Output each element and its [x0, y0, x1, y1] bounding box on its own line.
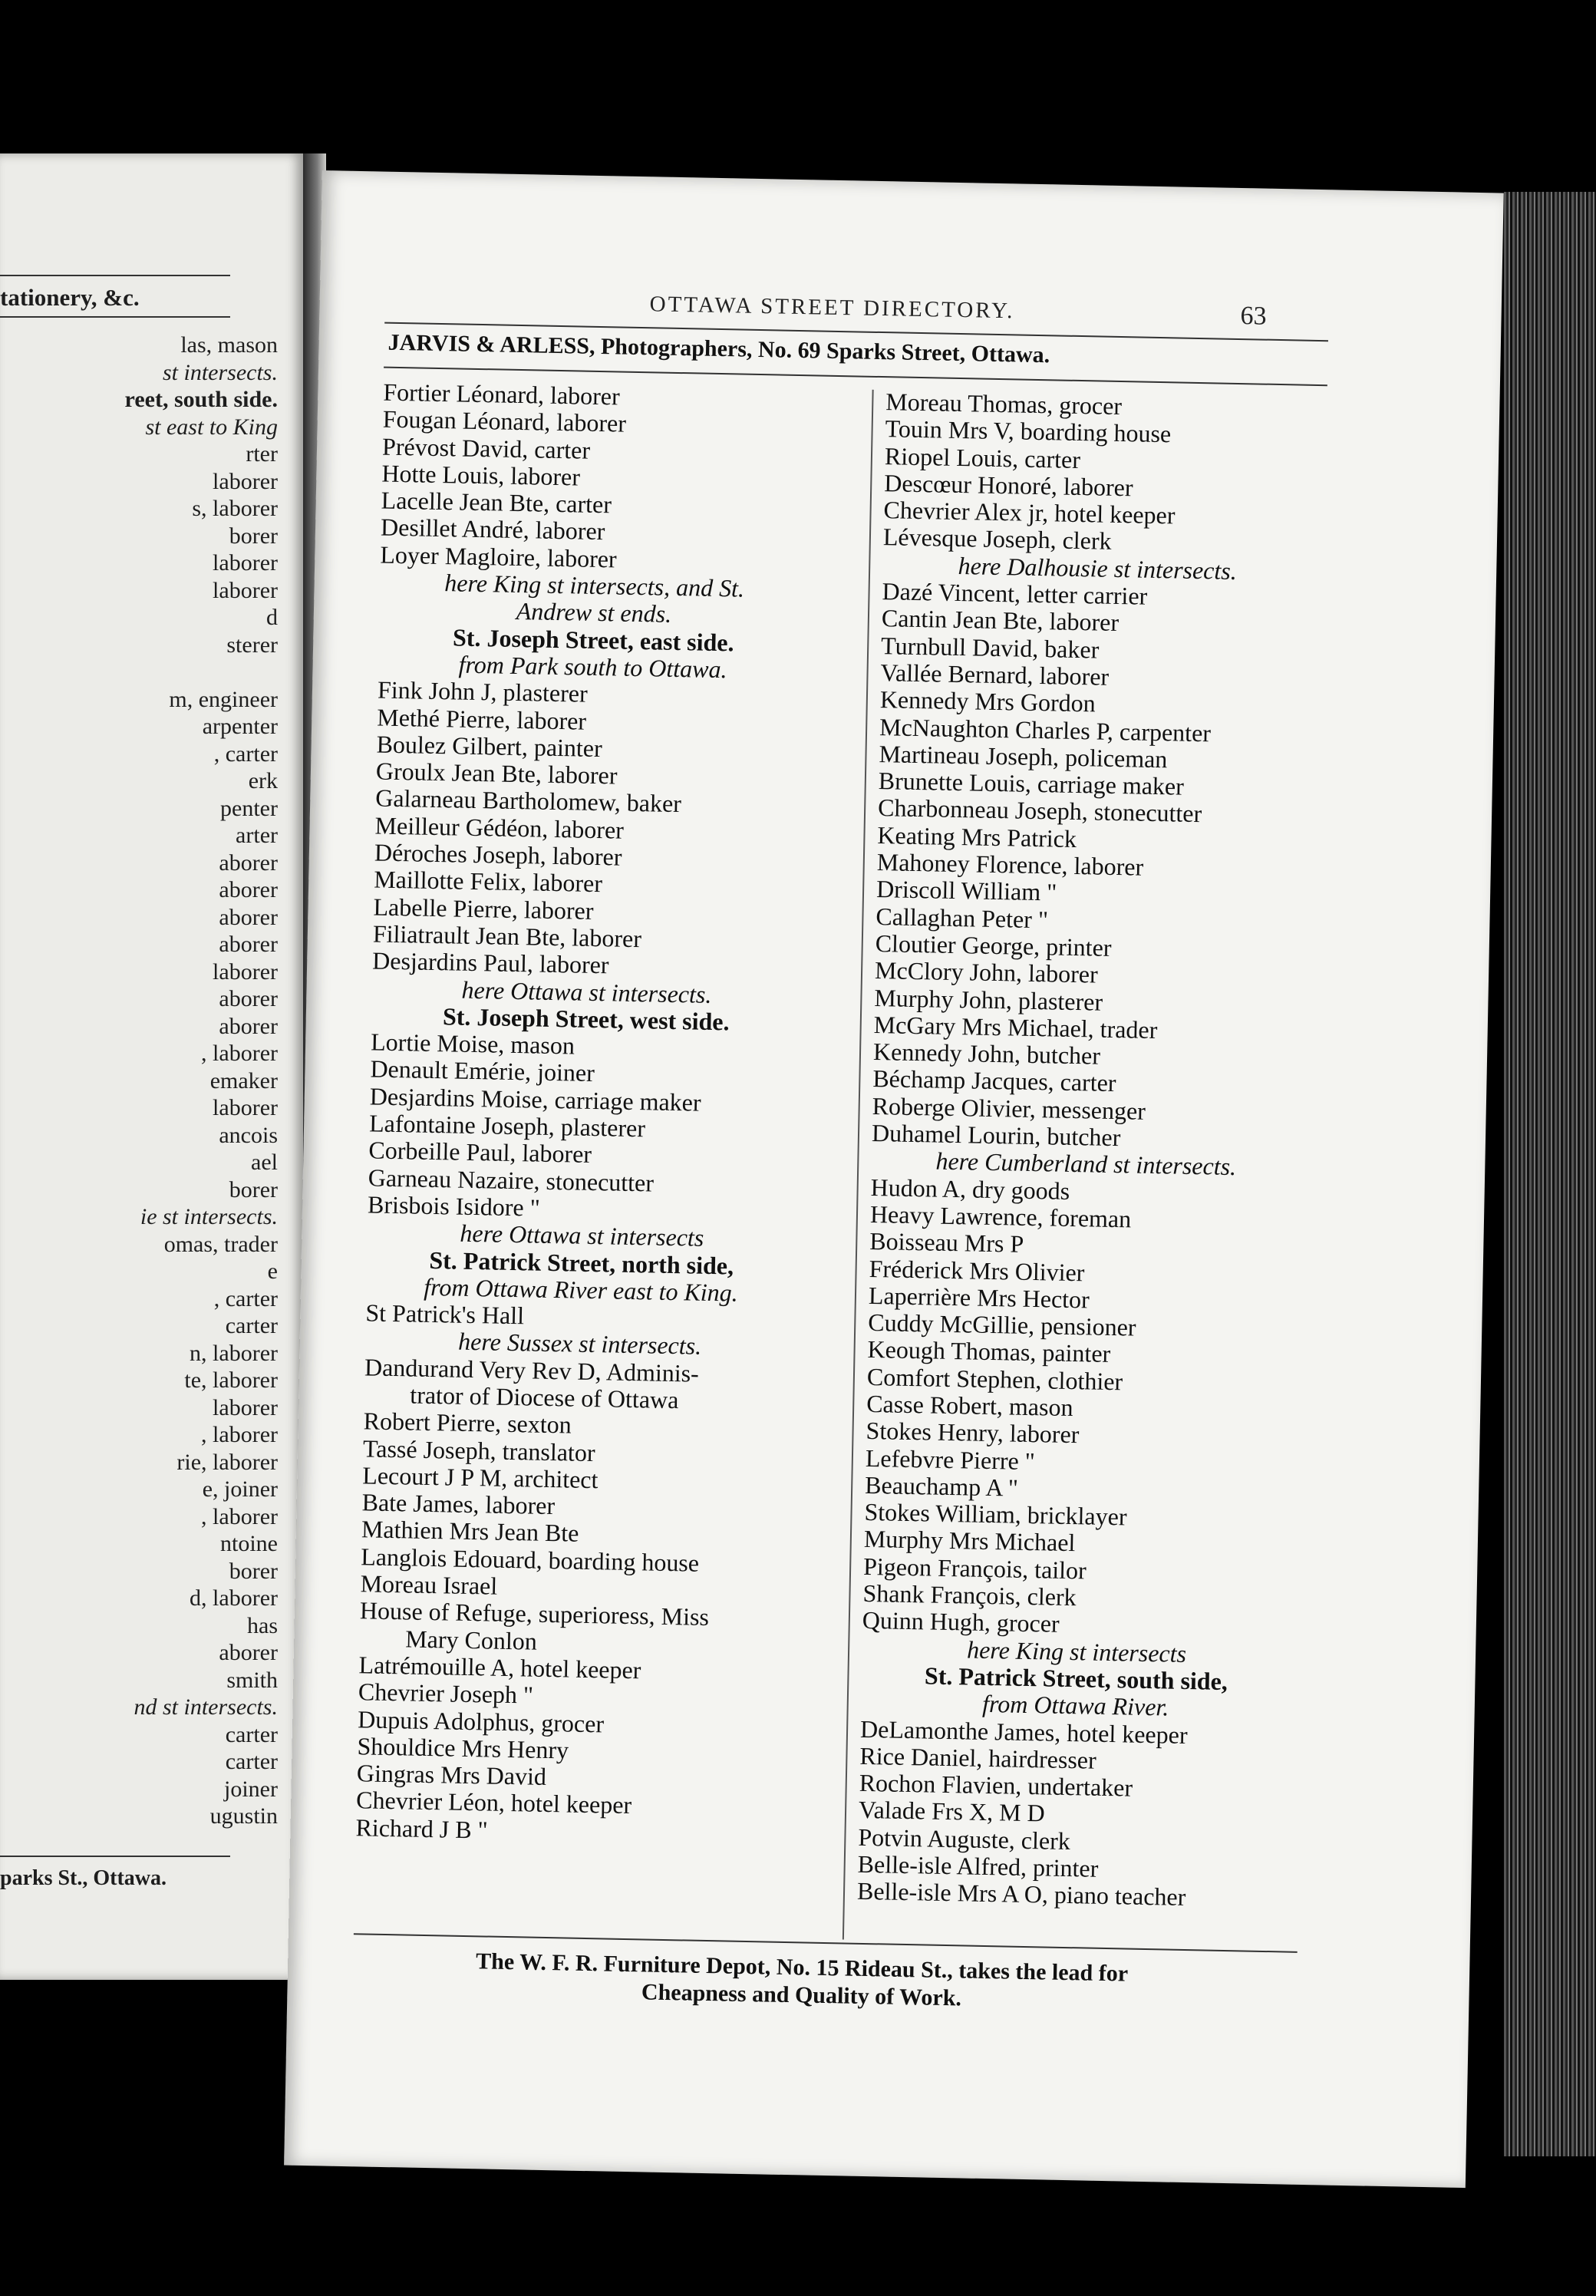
page-edges	[1504, 192, 1596, 2156]
intersection-note: here Ottawa st intersects	[460, 1219, 704, 1252]
directory-entry: Laperrière Mrs Hector	[868, 1281, 1090, 1314]
directory-entry: McNaughton Charles P, carpenter	[879, 712, 1212, 747]
facing-page-line: , laborer	[201, 1422, 278, 1447]
directory-column-right	[857, 388, 1316, 1913]
facing-page-line: arpenter	[202, 714, 278, 739]
intersection-note: here Cumberland st intersects.	[935, 1146, 1237, 1181]
facing-page-line: , laborer	[201, 1503, 278, 1529]
intersection-note: Andrew st ends.	[516, 597, 672, 628]
street-heading: St. Joseph Street, west side.	[442, 1002, 730, 1036]
directory-entry: Fougan Léonard, laborer	[382, 404, 627, 437]
directory-entry: Moreau Thomas, grocer	[885, 388, 1123, 421]
directory-entry: Filiatrault Jean Bte, laborer	[372, 919, 642, 953]
directory-entry: Béchamp Jacques, carter	[872, 1064, 1116, 1097]
directory-entry: Corbeille Paul, laborer	[368, 1136, 592, 1169]
directory-entry: Dazé Vincent, letter carrier	[882, 577, 1148, 610]
directory-entry: Potvin Auguste, clerk	[858, 1823, 1071, 1855]
page-number: 63	[1240, 302, 1267, 331]
facing-page-line: aborer	[219, 877, 278, 902]
facing-page-line: laborer	[213, 468, 278, 494]
facing-page-line: aborer	[219, 986, 278, 1011]
directory-entry: Murphy John, plasterer	[874, 983, 1103, 1016]
directory-entry: McClory John, laborer	[874, 956, 1099, 988]
footer-line-1: The W. F. R. Furniture Depot, No. 15 Rideau St., takes the lead for	[475, 1948, 1129, 1987]
facing-page-line: nd st intersects.	[134, 1694, 278, 1720]
directory-entry: Duhamel Lourin, butcher	[871, 1118, 1121, 1152]
facing-page-line: d	[266, 605, 278, 630]
facing-page-line: arter	[236, 823, 278, 848]
footer-advertisement	[306, 1945, 1297, 2019]
facing-page-line: aborer	[219, 904, 278, 930]
directory-entry: Fink John J, plasterer	[377, 675, 589, 708]
facing-page-line: sterer	[226, 632, 278, 658]
directory-entry: Driscoll William "	[875, 875, 1057, 906]
directory-entry: Loyer Magloire, laborer	[380, 540, 618, 573]
facing-page-line: laborer	[213, 958, 278, 985]
facing-page-line: borer	[229, 1558, 278, 1584]
directory-entry: Riopel Louis, carter	[884, 441, 1081, 473]
street-heading: St. Joseph Street, east side.	[452, 623, 734, 657]
facing-page-header: tationery, &c.	[0, 284, 140, 311]
facing-page-footer: parks St., Ottawa.	[0, 1866, 167, 1890]
directory-entry: Cuddy McGillie, pensioner	[867, 1308, 1136, 1341]
facing-page-line: penter	[220, 795, 278, 821]
directory-entry: Martineau Joseph, policeman	[879, 739, 1168, 774]
directory-entry: Kennedy John, butcher	[872, 1037, 1101, 1070]
directory-entry: Shank François, clerk	[862, 1578, 1077, 1611]
directory-entry: Chevrier Alex jr, hotel keeper	[883, 496, 1176, 529]
facing-page-line: st east to King	[145, 414, 278, 440]
directory-entry: Brunette Louis, carriage maker	[878, 767, 1185, 800]
facing-page-line: laborer	[213, 1394, 278, 1420]
directory-entry: Latrémouille A, hotel keeper	[358, 1651, 641, 1684]
directory-entry: Brisbois Isidore "	[367, 1190, 541, 1222]
directory-entry: Murphy Mrs Michael	[863, 1525, 1076, 1557]
directory-entry: Vallée Bernard, laborer	[880, 658, 1110, 691]
directory-entry: Methé Pierre, laborer	[376, 703, 587, 735]
directory-entry: Comfort Stephen, clothier	[866, 1362, 1123, 1396]
facing-page-line: e, joiner	[202, 1476, 278, 1502]
facing-page-line: , carter	[213, 741, 278, 767]
facing-page-line: rter	[246, 441, 278, 467]
directory-entry: Callaghan Peter "	[875, 902, 1049, 933]
directory-column-left	[355, 379, 813, 1849]
directory-entry: Groulx Jean Bte, laborer	[375, 757, 618, 790]
facing-page-line: borer	[229, 1176, 278, 1202]
directory-entry: Garneau Nazaire, stonecutter	[368, 1163, 655, 1197]
directory-entry: Boulez Gilbert, painter	[376, 730, 603, 762]
directory-entry: Meilleur Gédéon, laborer	[374, 811, 625, 844]
facing-page-line: omas, trader	[163, 1231, 278, 1257]
facing-page-line: carter	[225, 1313, 278, 1338]
facing-page-line: , laborer	[201, 1041, 278, 1066]
facing-page-line: reet, south side.	[124, 387, 278, 412]
facing-page-line: ntoine	[220, 1531, 278, 1556]
directory-entry: Dandurand Very Rev D, Adminis-	[364, 1353, 700, 1387]
directory-entry: St Patrick's Hall	[365, 1298, 525, 1330]
directory-entry: Boisseau Mrs P	[869, 1227, 1024, 1259]
facing-page-line: aborer	[219, 1013, 278, 1039]
street-heading: St. Patrick Street, south side,	[924, 1661, 1228, 1695]
street-heading: St. Patrick Street, north side,	[429, 1245, 734, 1280]
directory-entry: Lévesque Joseph, clerk	[882, 523, 1112, 556]
facing-page-line: te, laborer	[184, 1367, 278, 1393]
facing-page-line: aborer	[219, 849, 278, 876]
facing-page-line: has	[247, 1612, 278, 1638]
facing-page-line: ancois	[219, 1122, 278, 1148]
advertisement-banner: JARVIS & ARLESS, Photographers, No. 69 Sparks Street, Ottawa.	[387, 329, 1050, 368]
directory-entry: Fortier Léonard, laborer	[383, 378, 621, 411]
directory-entry: Langlois Edouard, boarding house	[360, 1542, 700, 1577]
directory-entry: Galarneau Bartholomew, baker	[374, 783, 682, 818]
directory-entry: Belle-isle Mrs A O, piano teacher	[856, 1877, 1186, 1912]
intersection-note: here Dalhousie st intersects.	[958, 551, 1238, 585]
directory-entry: Desjardins Moise, carriage maker	[369, 1082, 701, 1117]
facing-page-line: laborer	[213, 550, 278, 576]
intersection-note: here King st intersects	[966, 1635, 1187, 1668]
facing-page-line: rie, laborer	[176, 1449, 278, 1475]
directory-entry: Lortie Moise, mason	[370, 1028, 575, 1060]
directory-entry: Stokes William, bricklayer	[864, 1498, 1127, 1531]
directory-entry: Richard J B "	[355, 1813, 489, 1844]
facing-page-line: borer	[229, 523, 278, 549]
directory-entry: Desjardins Paul, laborer	[371, 946, 609, 979]
directory-entry: Mary Conlon	[404, 1625, 538, 1655]
directory-entry: Lacelle Jean Bte, carter	[381, 486, 612, 519]
directory-entry: DeLamonthe James, hotel keeper	[859, 1714, 1188, 1749]
directory-entry: Roberge Olivier, messenger	[872, 1091, 1146, 1125]
directory-entry: Cantin Jean Bte, laborer	[881, 604, 1120, 637]
facing-page-line	[0, 658, 292, 686]
directory-entry: Dupuis Adolphus, grocer	[357, 1704, 605, 1737]
intersection-note: here Ottawa st intersects.	[461, 975, 712, 1008]
facing-page-line: carter	[225, 1749, 278, 1774]
directory-entry: Beauchamp A "	[864, 1470, 1019, 1502]
directory-entry: Desillet André, laborer	[380, 513, 605, 546]
directory-entry: Descœur Honoré, laborer	[883, 469, 1133, 502]
facing-page-line: ael	[251, 1150, 278, 1175]
directory-entry: Gingras Mrs David	[356, 1759, 547, 1791]
directory-entry: Prévost David, carter	[381, 432, 591, 464]
facing-page-line: laborer	[213, 1095, 278, 1120]
directory-entry: Chevrier Joseph "	[358, 1677, 534, 1709]
facing-page-line: aborer	[219, 1640, 278, 1665]
directory-entry: Turnbull David, baker	[880, 631, 1100, 664]
facing-page-line: carter	[225, 1721, 278, 1747]
facing-page-line: laborer	[213, 577, 278, 603]
intersection-note: from Ottawa River.	[981, 1690, 1169, 1721]
directory-page	[284, 170, 1504, 2188]
directory-entry: Déroches Joseph, laborer	[374, 838, 622, 871]
directory-entry: Moreau Israel	[360, 1569, 498, 1600]
directory-entry: Touin Mrs V, boarding house	[885, 414, 1172, 448]
directory-entry: Belle-isle Alfred, printer	[857, 1849, 1099, 1882]
directory-entry: Valade Frs X, M D	[858, 1796, 1046, 1827]
facing-page-line: e	[267, 1259, 278, 1284]
directory-entry: Denault Emérie, joiner	[370, 1054, 595, 1087]
facing-page-line: d, laborer	[190, 1585, 278, 1611]
directory-entry: Tassé Joseph, translator	[362, 1433, 595, 1466]
directory-entry: Lafontaine Joseph, plasterer	[368, 1109, 646, 1143]
facing-page-line: ugustin	[209, 1803, 278, 1829]
directory-entry: Chevrier Léon, hotel keeper	[355, 1786, 632, 1819]
intersection-note: from Ottawa River east to King.	[424, 1272, 739, 1307]
intersection-note: here Sussex st intersects.	[457, 1328, 702, 1361]
directory-entry: trator of Diocese of Ottawa	[410, 1381, 679, 1414]
directory-entry: Keating Mrs Patrick	[877, 820, 1077, 853]
directory-entry: Hudon A, dry goods	[870, 1173, 1070, 1205]
directory-entry: House of Refuge, superioress, Miss	[359, 1596, 710, 1631]
directory-entry: Shouldice Mrs Henry	[357, 1732, 569, 1764]
facing-page-lines	[0, 332, 292, 1830]
directory-entry: Lecourt J P M, architect	[362, 1461, 598, 1494]
facing-page-line: st intersects.	[163, 359, 278, 385]
facing-page-bottom-rule	[0, 1856, 230, 1857]
intersection-note: here King st intersects, and St.	[444, 569, 745, 602]
directory-entry: Charbonneau Joseph, stonecutter	[877, 793, 1202, 828]
directory-entry: Mahoney Florence, laborer	[876, 848, 1144, 881]
facing-page-rule	[0, 316, 230, 318]
directory-entry: Fréderick Mrs Olivier	[869, 1254, 1085, 1286]
facing-page-line: ie st intersects.	[140, 1204, 278, 1229]
directory-entry: Casse Robert, mason	[866, 1389, 1073, 1422]
directory-entry: Hotte Louis, laborer	[381, 459, 581, 491]
directory-entry: Mathien Mrs Jean Bte	[361, 1515, 579, 1548]
facing-page-line: erk	[248, 768, 278, 793]
directory-entry: Bate James, laborer	[361, 1488, 556, 1520]
directory-entry: Lefebvre Pierre "	[865, 1443, 1036, 1475]
directory-entry: Keough Thomas, painter	[867, 1335, 1111, 1368]
directory-entry: Rice Daniel, hairdresser	[859, 1741, 1097, 1774]
directory-entry: Cloutier George, printer	[875, 929, 1112, 962]
directory-entry: Heavy Lawrence, foreman	[869, 1199, 1132, 1233]
directory-entry: Maillotte Felix, laborer	[373, 865, 603, 898]
facing-page-line: emaker	[209, 1067, 278, 1094]
directory-entry: Kennedy Mrs Gordon	[879, 685, 1096, 718]
facing-page-top-rule	[0, 275, 230, 276]
facing-page-line: , carter	[213, 1285, 278, 1311]
footer-line-2: Cheapness and Quality of Work.	[641, 1979, 962, 2011]
directory-entry: Labelle Pierre, laborer	[373, 892, 594, 925]
directory-entry: McGary Mrs Michael, trader	[873, 1010, 1158, 1044]
facing-page-line: aborer	[219, 932, 278, 957]
facing-page-line: s, laborer	[192, 496, 278, 521]
directory-entry: Robert Pierre, sexton	[363, 1407, 572, 1439]
facing-page-line: smith	[226, 1667, 278, 1693]
facing-page-line: n, laborer	[190, 1340, 278, 1366]
running-title: OTTAWA STREET DIRECTORY.	[649, 292, 1015, 324]
directory-entry: Rochon Flavien, undertaker	[859, 1768, 1133, 1802]
intersection-note: from Park south to Ottawa.	[458, 650, 727, 684]
facing-page-line: m, engineer	[169, 686, 278, 712]
directory-entry: Quinn Hugh, grocer	[862, 1606, 1060, 1638]
directory-entry: Pigeon François, tailor	[862, 1552, 1087, 1585]
facing-page-line: joiner	[224, 1776, 278, 1802]
directory-entry: Stokes Henry, laborer	[866, 1417, 1080, 1449]
facing-page	[0, 153, 303, 1980]
facing-page-line: las, mason	[180, 332, 278, 358]
